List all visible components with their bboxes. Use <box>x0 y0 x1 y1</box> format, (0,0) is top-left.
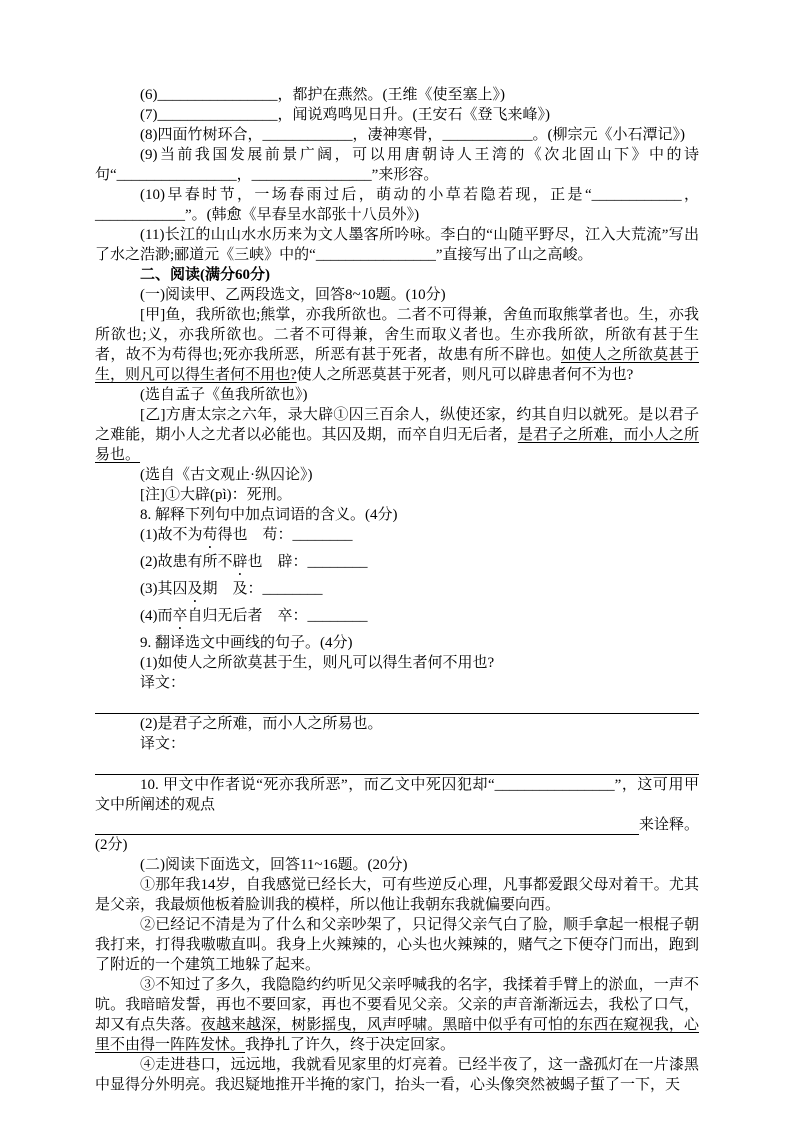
text-run: (2)是君子之所难，而小人之所易也。 <box>140 716 383 732</box>
question-8-2 <box>95 552 699 579</box>
blank-item-11 <box>95 225 699 265</box>
text-run: 我挣扎了许久，终于决定回家。 <box>245 1037 456 1053</box>
text-run: (二)阅读下面选文，回答11~16题。(20分) <box>140 857 408 873</box>
text-run: ①那年我14岁，自我感觉已经长大，可有些逆反心理，凡事都爱跟父母对着干。尤其是父亲，我最烦他板着脸训我的模样，所以他让我朝东我就偏要向西。 <box>95 877 699 913</box>
text-run: 自归无后者 卒：________ <box>187 608 368 624</box>
underlined-text: 如使人之所欲莫甚于生，则凡可以得生者何不用也? <box>95 347 699 383</box>
question-9 <box>95 633 699 653</box>
essay-paragraph-3 <box>95 975 699 1055</box>
underlined-text: 是君子之所难，而小人之所易也。 <box>95 427 699 463</box>
question-10 <box>95 775 699 815</box>
section-heading-reading <box>95 265 699 285</box>
exam-content <box>95 85 699 1095</box>
answer-line-1 <box>95 693 699 714</box>
text-run: 8. 解释下列句中加点词语的含义。(4分) <box>140 507 398 523</box>
blank-item-10 <box>95 185 699 225</box>
question-10-score <box>95 835 699 855</box>
text-run: [注]①大辟(pì)：死刑。 <box>140 487 292 503</box>
text-run: (10)早春时节，一场春雨过后，萌动的小草若隐若现，正是“____________，____________”。(韩愈《早春呈水部张十八员外》) <box>95 187 699 223</box>
underlined-text: 夜越来越深，树影摇曳，风声呼啸。黑暗中似乎有可怕的东西在窥视我，心里不由得一阵阵发怵。 <box>95 1017 699 1053</box>
text-run: 译文： <box>140 675 186 691</box>
question-8-3 <box>95 579 699 606</box>
text-run: (8)四面竹树环合，____________，凄神寒骨，____________。(柳宗元《小石潭记》) <box>140 127 685 143</box>
text-run: (选自《古文观止·纵囚论》) <box>140 467 313 483</box>
text-run: (3)其囚 <box>140 581 188 597</box>
text-run: 译文： <box>140 736 186 752</box>
text-run: (2分) <box>95 837 128 853</box>
emphasized-word: 辟 <box>232 554 248 570</box>
text-run: 使人之所恶莫甚于死者，则凡可以辟患者何不为也? <box>296 367 634 383</box>
text-run: 二、阅读(满分60分) <box>140 267 270 283</box>
text-run: (一)阅读甲、乙两段选文，回答8~10题。(10分) <box>140 287 446 303</box>
text-run: 得也 苟：________ <box>217 527 353 543</box>
passage-yi-note <box>95 485 699 505</box>
text-run: [乙]方唐太宗之六年，录大辟①囚三百余人，纵使还家，约其自归以就死。是以君子之难能，期小人之尤者以必能也。其囚及期，而卒自归无后者， <box>95 407 699 443</box>
blank-item-9 <box>95 145 699 185</box>
essay-paragraph-2 <box>95 915 699 975</box>
text-run: (1)如使人之所欲莫甚于生，则凡可以得生者何不用也? <box>140 655 495 671</box>
text-run: (4)而 <box>140 608 173 624</box>
question-10-answer-line <box>95 815 699 835</box>
passage-yi <box>95 405 699 465</box>
answer-label-1 <box>95 673 699 693</box>
text-run: ③不知过了多久，我隐隐约约听见父亲呼喊我的名字，我揉着手臂上的淤血，一声不吭。我暗暗发誓，再也不要回家，再也不要看见父亲。父亲的声音渐渐远去，我松了口气，却又有点失落。 <box>95 977 699 1033</box>
answer-label-2 <box>95 734 699 754</box>
text-run: ④走进巷口，远远地，我就看见家里的灯亮着。已经半夜了，这一盏孤灯在一片漆黑中显得分外明亮。我迟疑地推开半掩的家门，抬头一看，心头像突然被蝎子蜇了一下，天 <box>95 1057 699 1093</box>
text-run: (9)当前我国发展前景广阔，可以用唐朝诗人王湾的《次北固山下》中的诗句“________________，________________”来形容。 <box>95 147 699 183</box>
text-run: (7)________________，闻说鸡鸣见日升。(王安石《登飞来峰》) <box>140 107 550 123</box>
essay-paragraph-4 <box>95 1055 699 1095</box>
emphasized-word: 苟 <box>202 527 218 543</box>
essay-paragraph-1 <box>95 875 699 915</box>
text-run: [甲]鱼，我所欲也;熊掌，亦我所欲也。二者不可得兼，舍鱼而取熊掌者也。生，亦我所欲也;义，亦我所欲也。二者不可得兼，舍生而取义者也。生亦我所欲，所欲有甚于生者，故不为苟得也;死亦我所恶，所恶有甚于死者，故患有所不辟也。 <box>95 307 699 363</box>
text-run: (选自孟子《鱼我所欲也》) <box>140 387 308 403</box>
text-run: 也 辟：________ <box>247 554 368 570</box>
blank-item-7 <box>95 105 699 125</box>
text-run: 期 及：________ <box>202 581 323 597</box>
text-run: 9. 翻译选文中画线的句子。(4分) <box>140 635 353 651</box>
passage-jia-source <box>95 385 699 405</box>
passage-yi-source <box>95 465 699 485</box>
answer-line-2 <box>95 754 699 775</box>
blank-item-6 <box>95 85 699 105</box>
text-run: (11)长江的山山水水历来为文人墨客所吟咏。李白的“山随平野尽，江入大荒流”写出了水之浩渺;郦道元《三峡》中的“________________”直接写出了山之高峻。 <box>95 227 699 263</box>
passage-jia <box>95 305 699 385</box>
question-9-1 <box>95 653 699 673</box>
part-2-instructions <box>95 855 699 875</box>
question-8-4 <box>95 606 699 633</box>
question-8 <box>95 505 699 525</box>
text-run: ②已经记不清是为了什么和父亲吵架了，只记得父亲气白了脸，顺手拿起一根棍子朝我打来，打得我嗷嗷直叫。我身上火辣辣的，心头也火辣辣的，赌气之下便夺门而出，跑到了附近的一个建筑工地躲了起来。 <box>95 917 699 973</box>
question-9-2 <box>95 714 699 734</box>
text-run: (1)故不为 <box>140 527 203 543</box>
answer-blank-line <box>95 815 639 835</box>
text-run: (6)________________，都护在燕然。(王维《使至塞上》) <box>140 87 505 103</box>
question-8-1 <box>95 525 699 552</box>
blank-item-8 <box>95 125 699 145</box>
text-run: 10. 甲文中作者说“死亦我所恶”，而乙文中死囚犯却“________________”，这可用甲文中所阐述的观点 <box>95 777 699 813</box>
emphasized-word: 卒 <box>172 608 188 624</box>
fill-line-suffix: 来诠释。 <box>638 817 699 833</box>
emphasized-word: 及 <box>187 581 203 597</box>
text-run: (2)故患有所不 <box>140 554 233 570</box>
part-1-instructions <box>95 285 699 305</box>
